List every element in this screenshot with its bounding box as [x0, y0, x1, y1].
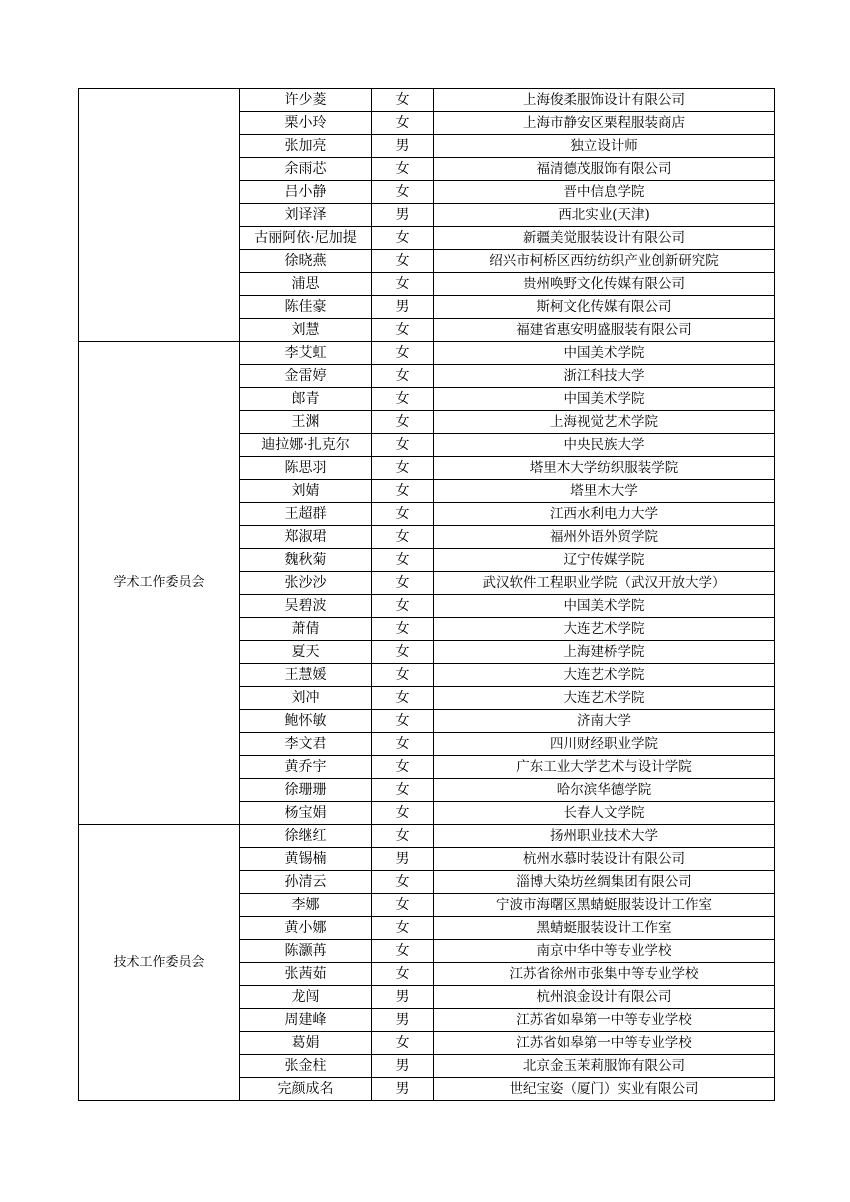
- member-name-cell: 周建峰: [240, 1009, 372, 1032]
- member-name-cell: 陈佳豪: [240, 296, 372, 319]
- member-name-cell: 鲍怀敏: [240, 710, 372, 733]
- member-organization-cell: 广东工业大学艺术与设计学院: [434, 756, 775, 779]
- member-organization-cell: 独立设计师: [434, 135, 775, 158]
- member-name-cell: 李艾虹: [240, 342, 372, 365]
- member-organization-cell: 上海俊柔服饰设计有限公司: [434, 89, 775, 112]
- member-gender-cell: 女: [372, 963, 434, 986]
- member-gender-cell: 女: [372, 181, 434, 204]
- member-gender-cell: 女: [372, 319, 434, 342]
- member-gender-cell: 女: [372, 250, 434, 273]
- member-gender-cell: 女: [372, 503, 434, 526]
- member-organization-cell: 中国美术学院: [434, 595, 775, 618]
- member-gender-cell: 女: [372, 1032, 434, 1055]
- member-name-cell: 张沙沙: [240, 572, 372, 595]
- member-gender-cell: 男: [372, 986, 434, 1009]
- member-organization-cell: 哈尔滨华德学院: [434, 779, 775, 802]
- member-name-cell: 王慧媛: [240, 664, 372, 687]
- member-organization-cell: 西北实业(天津): [434, 204, 775, 227]
- member-name-cell: 郎青: [240, 388, 372, 411]
- member-name-cell: 刘慧: [240, 319, 372, 342]
- member-name-cell: 王超群: [240, 503, 372, 526]
- member-organization-cell: 福州外语外贸学院: [434, 526, 775, 549]
- member-name-cell: 孙清云: [240, 871, 372, 894]
- member-gender-cell: 女: [372, 365, 434, 388]
- member-name-cell: 吴碧波: [240, 595, 372, 618]
- member-gender-cell: 女: [372, 687, 434, 710]
- member-name-cell: 陈灏苒: [240, 940, 372, 963]
- member-name-cell: 徐珊珊: [240, 779, 372, 802]
- member-organization-cell: 上海视觉艺术学院: [434, 411, 775, 434]
- member-organization-cell: 绍兴市柯桥区西纺纺织产业创新研究院: [434, 250, 775, 273]
- member-gender-cell: 女: [372, 756, 434, 779]
- member-gender-cell: 女: [372, 917, 434, 940]
- member-organization-cell: 江西水利电力大学: [434, 503, 775, 526]
- member-gender-cell: 女: [372, 342, 434, 365]
- member-name-cell: 夏天: [240, 641, 372, 664]
- member-name-cell: 刘婧: [240, 480, 372, 503]
- member-organization-cell: 大连艺术学院: [434, 664, 775, 687]
- member-name-cell: 许少菱: [240, 89, 372, 112]
- table-row: [79, 825, 775, 848]
- member-name-cell: 魏秋菊: [240, 549, 372, 572]
- member-organization-cell: 大连艺术学院: [434, 687, 775, 710]
- member-name-cell: 徐继红: [240, 825, 372, 848]
- member-name-cell: 迪拉娜·扎克尔: [240, 434, 372, 457]
- member-gender-cell: 女: [372, 710, 434, 733]
- member-organization-cell: 江苏省如皋第一中等专业学校: [434, 1009, 775, 1032]
- member-gender-cell: 女: [372, 871, 434, 894]
- member-gender-cell: 女: [372, 733, 434, 756]
- member-name-cell: 吕小静: [240, 181, 372, 204]
- member-name-cell: 徐晓燕: [240, 250, 372, 273]
- member-organization-cell: 上海市静安区栗程服装商店: [434, 112, 775, 135]
- member-name-cell: 金雷婷: [240, 365, 372, 388]
- member-gender-cell: 女: [372, 802, 434, 825]
- member-organization-cell: 晋中信息学院: [434, 181, 775, 204]
- member-name-cell: 王渊: [240, 411, 372, 434]
- member-name-cell: 刘冲: [240, 687, 372, 710]
- committee-group-cell: 学术工作委员会: [79, 342, 240, 825]
- member-organization-cell: 杭州水慕时装设计有限公司: [434, 848, 775, 871]
- member-organization-cell: 贵州唤野文化传媒有限公司: [434, 273, 775, 296]
- member-gender-cell: 女: [372, 388, 434, 411]
- member-gender-cell: 男: [372, 135, 434, 158]
- member-organization-cell: 江苏省如皋第一中等专业学校: [434, 1032, 775, 1055]
- member-gender-cell: 女: [372, 411, 434, 434]
- member-name-cell: 萧倩: [240, 618, 372, 641]
- member-organization-cell: 大连艺术学院: [434, 618, 775, 641]
- member-organization-cell: 中国美术学院: [434, 388, 775, 411]
- member-gender-cell: 女: [372, 457, 434, 480]
- member-organization-cell: 福清德茂服饰有限公司: [434, 158, 775, 181]
- member-gender-cell: 女: [372, 595, 434, 618]
- member-organization-cell: 中国美术学院: [434, 342, 775, 365]
- member-organization-cell: 浙江科技大学: [434, 365, 775, 388]
- member-gender-cell: 女: [372, 894, 434, 917]
- committee-member-table: [78, 88, 775, 1101]
- member-gender-cell: 女: [372, 434, 434, 457]
- member-gender-cell: 男: [372, 848, 434, 871]
- member-name-cell: 张金柱: [240, 1055, 372, 1078]
- member-gender-cell: 女: [372, 273, 434, 296]
- member-organization-cell: 江苏省徐州市张集中等专业学校: [434, 963, 775, 986]
- member-organization-cell: 南京中华中等专业学校: [434, 940, 775, 963]
- member-gender-cell: 女: [372, 480, 434, 503]
- committee-member-table-body: [79, 89, 775, 1101]
- member-name-cell: 栗小玲: [240, 112, 372, 135]
- member-gender-cell: 女: [372, 227, 434, 250]
- member-gender-cell: 男: [372, 1055, 434, 1078]
- member-name-cell: 杨宝娟: [240, 802, 372, 825]
- member-gender-cell: 女: [372, 112, 434, 135]
- member-name-cell: 古丽阿依·尼加提: [240, 227, 372, 250]
- member-gender-cell: 女: [372, 618, 434, 641]
- member-gender-cell: 女: [372, 940, 434, 963]
- member-organization-cell: 北京金玉茉莉服饰有限公司: [434, 1055, 775, 1078]
- member-name-cell: 完颜成名: [240, 1078, 372, 1101]
- member-organization-cell: 济南大学: [434, 710, 775, 733]
- member-name-cell: 刘译泽: [240, 204, 372, 227]
- member-name-cell: 张茜茹: [240, 963, 372, 986]
- member-gender-cell: 女: [372, 549, 434, 572]
- member-name-cell: 李娜: [240, 894, 372, 917]
- member-gender-cell: 男: [372, 1009, 434, 1032]
- member-organization-cell: 黑蜻蜓服装设计工作室: [434, 917, 775, 940]
- member-name-cell: 陈思羽: [240, 457, 372, 480]
- member-organization-cell: 斯柯文化传媒有限公司: [434, 296, 775, 319]
- member-organization-cell: 新疆美觉服装设计有限公司: [434, 227, 775, 250]
- member-gender-cell: 男: [372, 296, 434, 319]
- member-name-cell: 李文君: [240, 733, 372, 756]
- member-name-cell: 黄乔宇: [240, 756, 372, 779]
- member-organization-cell: 世纪宝姿（厦门）实业有限公司: [434, 1078, 775, 1101]
- member-name-cell: 黄小娜: [240, 917, 372, 940]
- member-name-cell: 张加亮: [240, 135, 372, 158]
- member-organization-cell: 塔里木大学: [434, 480, 775, 503]
- committee-group-cell: 技术工作委员会: [79, 825, 240, 1101]
- member-organization-cell: 四川财经职业学院: [434, 733, 775, 756]
- table-row: [79, 89, 775, 112]
- member-name-cell: 郑淑珺: [240, 526, 372, 549]
- committee-group-cell: [79, 89, 240, 342]
- member-organization-cell: 中央民族大学: [434, 434, 775, 457]
- member-name-cell: 浦思: [240, 273, 372, 296]
- member-organization-cell: 福建省惠安明盛服装有限公司: [434, 319, 775, 342]
- member-organization-cell: 武汉软件工程职业学院（武汉开放大学）: [434, 572, 775, 595]
- member-name-cell: 龙闯: [240, 986, 372, 1009]
- member-organization-cell: 杭州浪金设计有限公司: [434, 986, 775, 1009]
- member-organization-cell: 长春人文学院: [434, 802, 775, 825]
- member-organization-cell: 塔里木大学纺织服装学院: [434, 457, 775, 480]
- member-gender-cell: 女: [372, 641, 434, 664]
- member-gender-cell: 女: [372, 664, 434, 687]
- member-gender-cell: 女: [372, 158, 434, 181]
- member-gender-cell: 女: [372, 526, 434, 549]
- member-name-cell: 余雨芯: [240, 158, 372, 181]
- member-gender-cell: 女: [372, 89, 434, 112]
- member-organization-cell: 扬州职业技术大学: [434, 825, 775, 848]
- member-gender-cell: 女: [372, 779, 434, 802]
- member-name-cell: 葛娟: [240, 1032, 372, 1055]
- table-row: [79, 342, 775, 365]
- member-gender-cell: 男: [372, 204, 434, 227]
- member-gender-cell: 女: [372, 572, 434, 595]
- member-name-cell: 黄锡楠: [240, 848, 372, 871]
- member-organization-cell: 上海建桥学院: [434, 641, 775, 664]
- member-organization-cell: 宁波市海曙区黑蜻蜓服装设计工作室: [434, 894, 775, 917]
- member-gender-cell: 女: [372, 825, 434, 848]
- member-organization-cell: 淄博大染坊丝绸集团有限公司: [434, 871, 775, 894]
- member-organization-cell: 辽宁传媒学院: [434, 549, 775, 572]
- member-gender-cell: 男: [372, 1078, 434, 1101]
